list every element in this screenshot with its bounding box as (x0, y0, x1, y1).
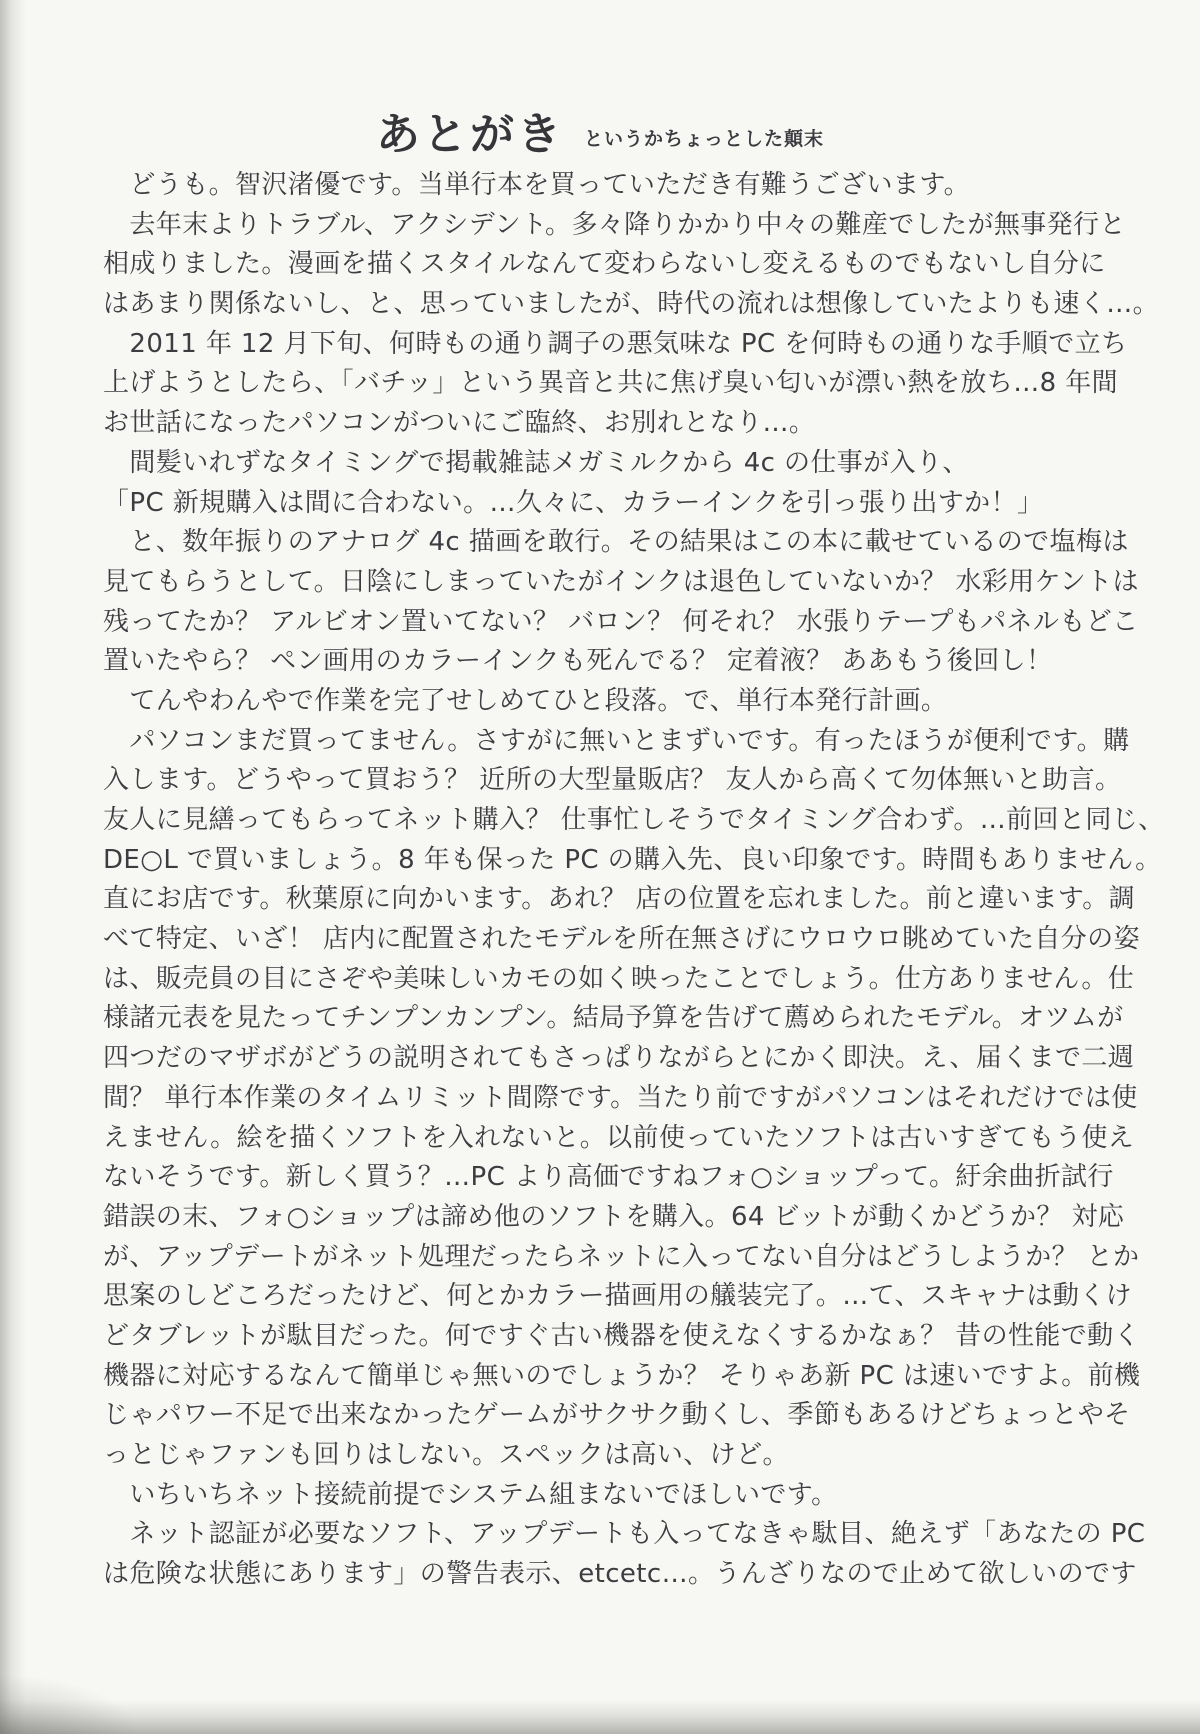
page-subtitle: というかちょっとした顛末 (583, 128, 824, 150)
text-line: 様諸元表を見たってチンプンカンプン。結局予算を告げて薦められたモデル。オツムが (103, 1003, 1124, 1034)
text-line: お世話になったパソコンがついにご臨終、お別れとなり…。 (103, 408, 816, 439)
scan-edge-bottom (0, 1700, 1200, 1734)
text-line: ネット認証が必要なソフト、アップデートも入ってなきゃ駄目、絶えず「あなたの PC (103, 1519, 1146, 1550)
text-line: 機器に対応するなんて簡単じゃ無いのでしょうか？ そりゃあ新 PC は速いですよ。前機 (103, 1360, 1141, 1391)
text-line: 錯誤の末、フォ○ショップは諦め他のソフトを購入。64 ビットが動くかどうか？ 対応 (103, 1201, 1125, 1232)
page-title: あとがき (375, 109, 564, 160)
text-line: 去年末よりトラブル、アクシデント。多々降りかかり中々の難産でしたが無事発行と (103, 209, 1126, 240)
text-line: いちいちネット接続前提でシステム組まないでほしいです。 (103, 1479, 838, 1510)
text-line: DE○L で買いましょう。8 年も保った PC の購入先、良い印象です。時間もありません。 (103, 844, 1162, 875)
text-line: 友人に見繕ってもらってネット購入？ 仕事忙しそうでタイミング合わず。…前回と同じ、 (103, 805, 1165, 835)
text-line: 間髪いれずなタイミングで掲載雑誌メガミルクから 4c の仕事が入り、 (103, 447, 969, 478)
text-line: 置いたやら？ ペン画用のカラーインクも死んでる？ 定着液？ ああもう後回し！ (103, 646, 1053, 677)
text-line: どタブレットが駄目だった。何ですぐ古い機器を使えなくするかなぁ？ 昔の性能で動く (103, 1320, 1140, 1351)
text-line: と、数年振りのアナログ 4c 描画を敢行。その結果はこの本に載せているので塩梅は (103, 527, 1129, 558)
text-line: 2011 年 12 月下旬、何時もの通り調子の悪気味な PC を何時もの通りな手順で立ち (103, 328, 1128, 359)
text-line: 入します。どうやって買おう？ 近所の大型量販店？ 友人から高くて勿体無いと助言。 (103, 765, 1122, 796)
text-line: 相成りました。漫画を描くスタイルなんて変わらないし変えるものでもないし自分に (103, 249, 1106, 280)
afterword-body (103, 166, 1165, 1595)
text-line: は危険な状態にあります」の警告表示、etcetc…。うんざりなので止めて欲しいのです (103, 1559, 1137, 1590)
text-line: 残ってたか？ アルビオン置いてない？ バロン？ 何それ？ 水張りテープもパネルもどこ (103, 606, 1139, 637)
text-line: 四つだのマザボがどうの説明されてもさっぱりながらとにかく即決。え、届くまで二週 (103, 1043, 1135, 1074)
text-line: どうも。智沢渚優です。当単行本を買っていただき有難うございます。 (103, 170, 971, 200)
text-line: べて特定、いざ！ 店内に配置されたモデルを所在無さげにウロウロ眺めていた自分の姿 (103, 924, 1140, 955)
scan-corner-shadow (0, 1674, 140, 1734)
scan-edge-left (0, 0, 26, 1734)
text-line: 「PC 新規購入は間に合わない。…久々に、カラーインクを引っ張り出すか！」 (103, 487, 1044, 518)
text-line: てんやわんやで作業を完了せしめてひと段落。で、単行本発行計画。 (103, 685, 948, 716)
text-line: 見てもらうとして。日陰にしまっていたがインクは退色していないか？ 水彩用ケントは (103, 566, 1139, 597)
text-line: っとじゃファンも回りはしない。スペックは高い、けど。 (103, 1440, 789, 1470)
text-line: 直にお店です。秋葉原に向かいます。あれ？ 店の位置を忘れました。前と違います。調 (103, 884, 1136, 915)
text-line: じゃパワー不足で出来なかったゲームがサクサク動くし、季節もあるけどちょっとやそ (103, 1400, 1131, 1431)
text-line: はあまり関係ないし、と、思っていましたが、時代の流れは想像していたよりも速く…。 (103, 289, 1160, 320)
text-line: 思案のしどころだったけど、何とかカラー描画用の艤装完了。…て、スキャナは動くけ (103, 1281, 1133, 1312)
text-line: が、アップデートがネット処理だったらネットに入ってない自分はどうしようか？ とか (103, 1241, 1140, 1272)
text-line: 上げようとしたら、「バチッ」という異音と共に焦げ臭い匂いが漂い熱を放ち…8 年間 (103, 368, 1119, 399)
page-heading (0, 98, 1200, 162)
text-line: ないそうです。新しく買う？…PC より高価ですねフォ○ショップって。紆余曲折試行 (103, 1162, 1114, 1193)
text-line: は、販売員の目にさぞや美味しいカモの如く映ったことでしょう。仕方ありません。仕 (103, 963, 1135, 994)
text-line: パソコンまだ買ってません。さすがに無いとまずいです。有ったほうが便利です。購 (103, 725, 1130, 756)
text-line: 間？ 単行本作業のタイムリミット間際です。当たり前ですがパソコンはそれだけでは使 (103, 1082, 1138, 1113)
text-line: えません。絵を描くソフトを入れないと。以前使っていたソフトは古いすぎてもう使え (103, 1122, 1135, 1153)
